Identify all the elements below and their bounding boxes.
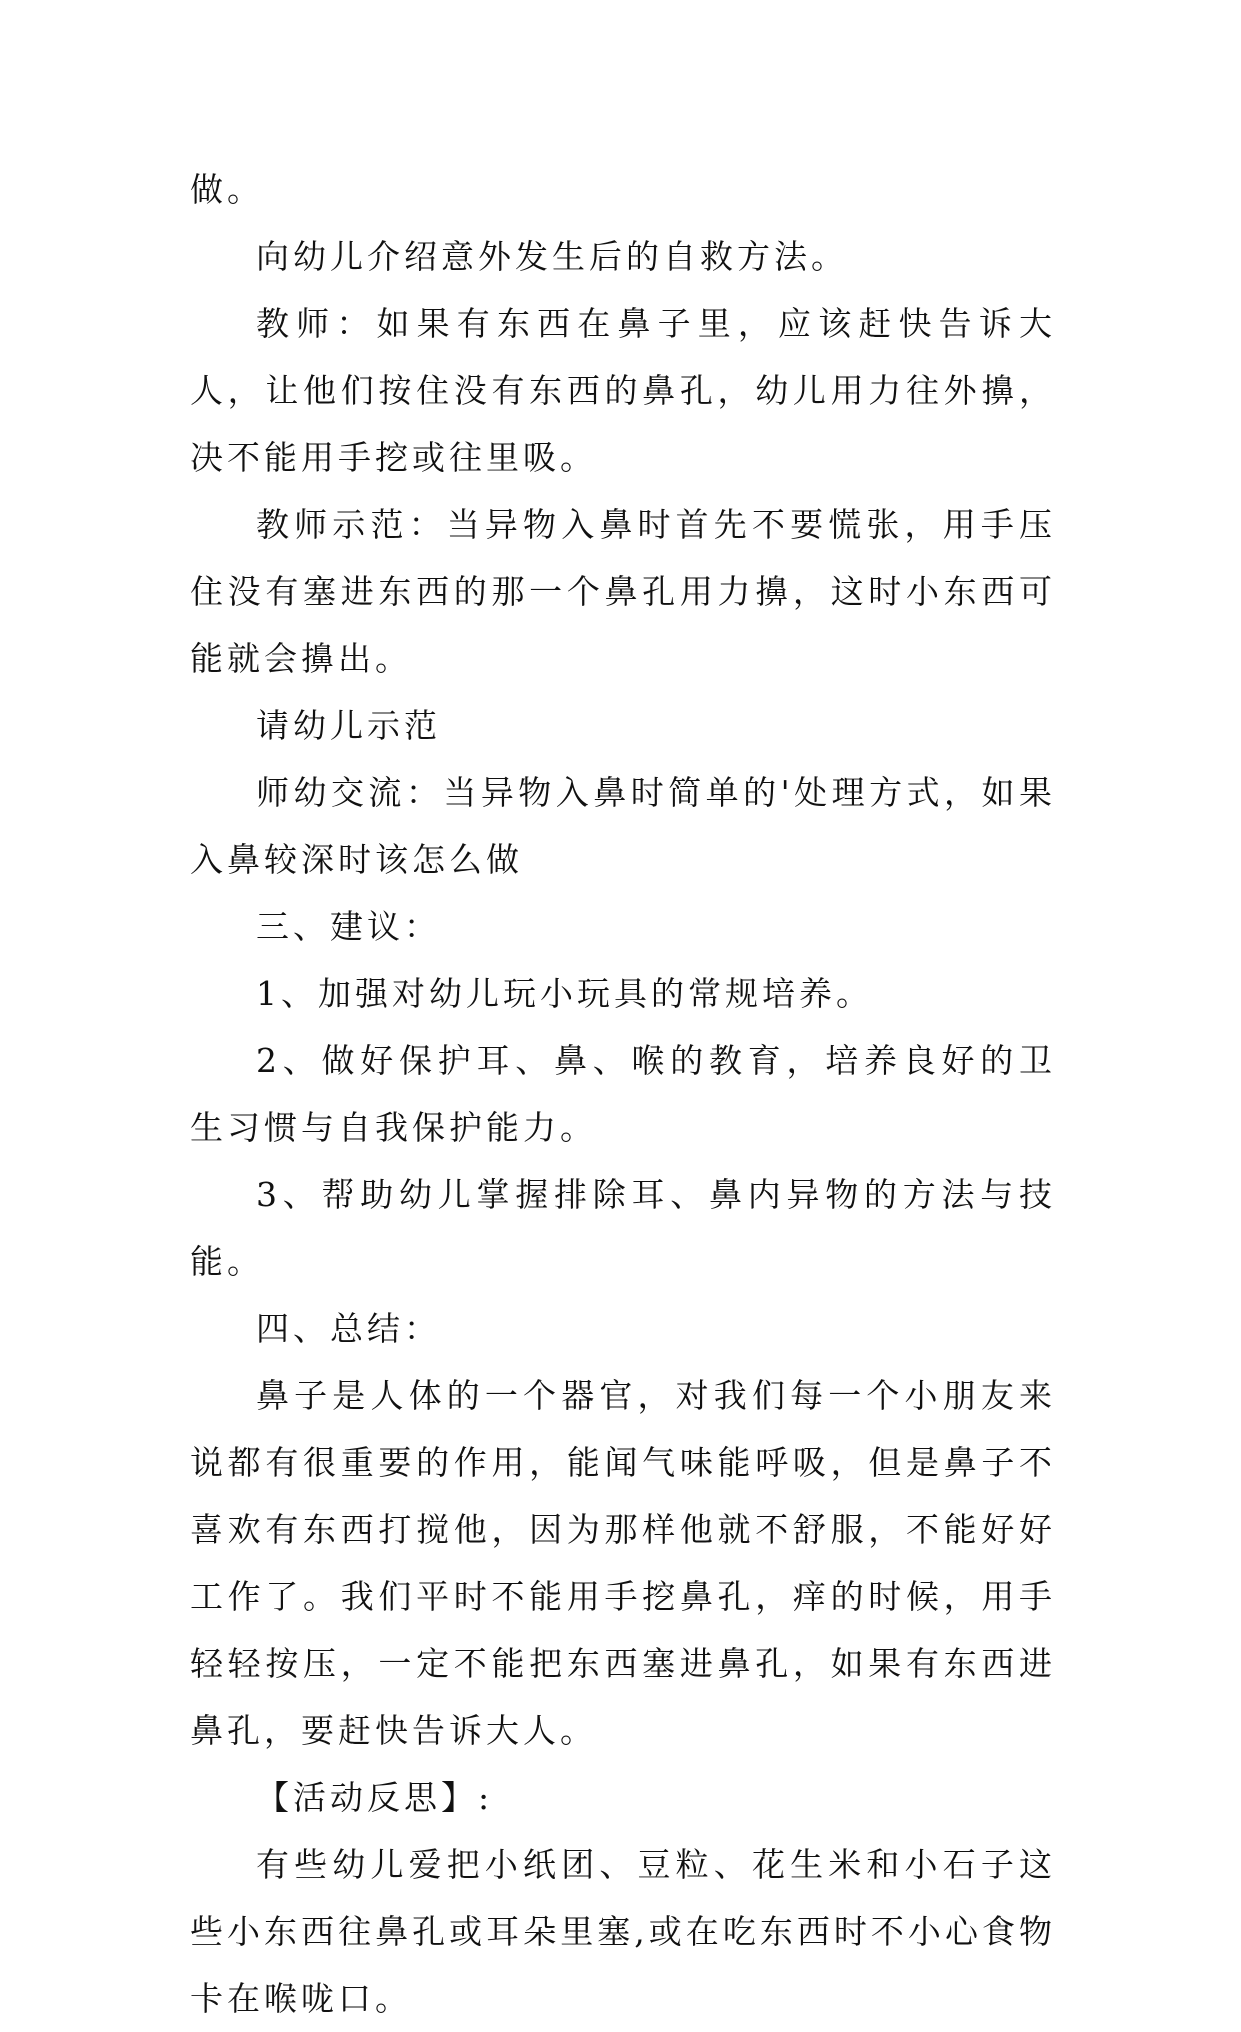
paragraph-self-rescue-intro: 向幼儿介绍意外发生后的自救方法。 [256, 237, 848, 276]
section-heading-reflection: 【活动反思】: [256, 1778, 494, 1817]
section-heading-summary: 四、总结： [256, 1309, 441, 1348]
paragraph-continuation: 做。 [190, 170, 264, 209]
document-body [190, 156, 1056, 2032]
paragraph-reflection: 有些幼儿爱把小纸团、豆粒、花生米和小石子这些小东西往鼻孔或耳朵里塞,或在吃东西时不小心食物卡在喉咙口。 [190, 1845, 1056, 2018]
paragraph-summary: 鼻子是人体的一个器官，对我们每一个小朋友来说都有很重要的作用，能闻气味能呼吸，但是鼻子不喜欢有东西打搅他，因为那样他就不舒服，不能好好工作了。我们平时不能用手挖鼻孔，痒的时候，用手轻轻按压，一定不能把东西塞进鼻孔，如果有东西进鼻孔，要赶快告诉大人。 [190, 1376, 1056, 1750]
suggestion-item-3: 3、帮助幼儿掌握排除耳、鼻内异物的方法与技能。 [190, 1175, 1056, 1281]
suggestion-item-1: 1、加强对幼儿玩小玩具的常规培养。 [256, 974, 873, 1013]
paragraph-discussion: 师幼交流：当异物入鼻时简单的'处理方式，如果入鼻较深时该怎么做 [190, 773, 1056, 879]
paragraph-teacher-instruction: 教师：如果有东西在鼻子里，应该赶快告诉大人，让他们按住没有东西的鼻孔，幼儿用力往外擤，决不能用手挖或往里吸。 [190, 304, 1056, 477]
paragraph-teacher-demo: 教师示范：当异物入鼻时首先不要慌张，用手压住没有塞进东西的那一个鼻孔用力擤，这时小东西可能就会擤出。 [190, 505, 1056, 678]
suggestion-item-2: 2、做好保护耳、鼻、喉的教育，培养良好的卫生习惯与自我保护能力。 [190, 1041, 1056, 1147]
paragraph-child-demo: 请幼儿示范 [256, 706, 441, 745]
section-heading-suggestions: 三、建议： [256, 907, 441, 946]
